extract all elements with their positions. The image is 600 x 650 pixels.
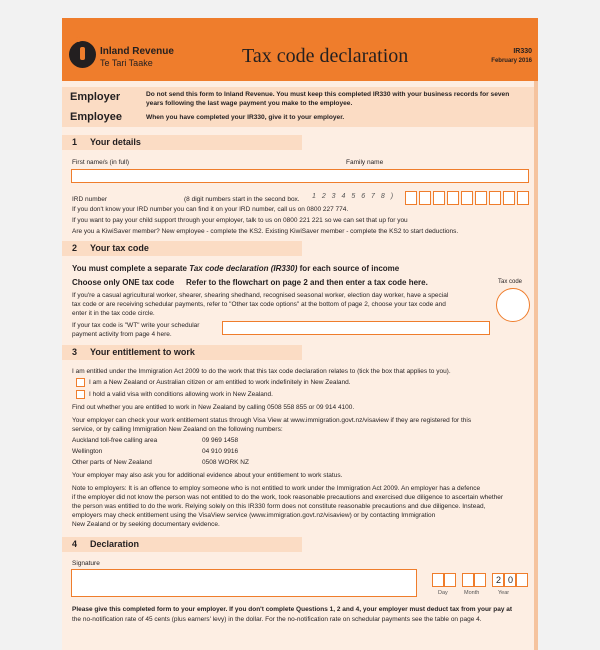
section-2-title: Your tax code: [90, 243, 149, 253]
month-label: Month: [464, 590, 480, 596]
special-code-line-2: tax code or are receiving schedular payments, refer to "Other tax code options" at the bottom of page 2, choose your tax code and: [72, 301, 446, 308]
section-3-number: 3: [72, 347, 78, 357]
visaview-text-2: service, or by calling Immigration New Zealand on the following numbers:: [72, 426, 283, 433]
phone-number-wellington: 04 910 9916: [202, 448, 239, 455]
flowchart-instruction: Refer to the flowchart on page 2 and then enter a tax code here.: [186, 278, 428, 287]
employer-note-4: employers may check entitlement using the VisaView service (www.immigration.govt.nz/visaview) or by contacting Immigration: [72, 512, 436, 519]
special-code-line-3: enter it in the tax code circle.: [72, 310, 155, 317]
footer-line-1: Please give this completed form to your employer. If you don't complete Questions 1, 2 and 4, your employer must deduct tax from your pay at: [72, 606, 513, 613]
ird-digit-box[interactable]: [405, 191, 417, 205]
year-digit-box: [492, 573, 504, 587]
signature-field[interactable]: [71, 569, 417, 597]
section-4-header: [62, 537, 302, 552]
phone-number-other: 0508 WORK NZ: [202, 459, 249, 466]
year-digit-box[interactable]: [516, 573, 528, 587]
employee-notice: [62, 109, 534, 127]
employer-text: Do not send this form to Inland Revenue. You must keep this completed IR330 with your business records for seven years following the last wage payment you make to the employee.: [146, 91, 510, 107]
year-char: 2: [496, 575, 502, 585]
entitlement-intro: I am entitled under the Immigration Act 2009 to do the work that this tax code declaration relates to (tick the box that applies to you).: [72, 368, 451, 375]
day-digit-box[interactable]: [444, 573, 456, 587]
ird-digit-box[interactable]: [517, 191, 529, 205]
employer-note-3: the person was entitled to do the work. Relying solely on this IR330 form does not constitute reasonable precautions and due diligence. Instead,: [72, 503, 486, 510]
logo-dot: [76, 37, 81, 42]
section-1-title: Your details: [90, 137, 141, 147]
signature-label: Signature: [72, 560, 100, 567]
form-title: Tax code declaration: [242, 45, 409, 67]
day-label: Day: [438, 590, 448, 596]
family-name-label: Family name: [346, 159, 384, 166]
ird-info-2: If you want to pay your child support through your employer, talk to us on 0800 221 221 so we can set that up for you: [72, 217, 408, 224]
month-digit-box[interactable]: [474, 573, 486, 587]
ird-digit-box[interactable]: [447, 191, 459, 205]
ird-number-field[interactable]: [405, 191, 530, 205]
phone-label-other: Other parts of New Zealand: [72, 459, 152, 466]
ird-digit-box[interactable]: [489, 191, 501, 205]
section-3-title: Your entitlement to work: [90, 347, 195, 357]
section-4-number: 4: [72, 539, 78, 549]
schedular-activity-field[interactable]: [222, 321, 490, 335]
separate-declaration-note: You must complete a separate Tax code declaration (IR330) for each source of income: [72, 264, 400, 273]
tax-code-field[interactable]: [496, 288, 530, 322]
year-char: 0: [508, 575, 514, 585]
tax-code-label: Tax code: [498, 279, 523, 285]
employer-label: Employer: [70, 91, 121, 103]
phone-number-auckland: 09 969 1458: [202, 437, 239, 444]
ird-info-3: Are you a KiwiSaver member? New employee - complete the KS2. Existing KiwiSaver member - complete the KS2 to start deductions.: [72, 228, 459, 235]
find-out-text: Find out whether you are entitled to work in New Zealand by calling 0508 558 855 or 09 914 4100.: [72, 404, 355, 411]
ird-digit-box[interactable]: [419, 191, 431, 205]
employer-notice: [62, 87, 534, 109]
date-field[interactable]: [432, 573, 532, 587]
ird-digit-box[interactable]: [503, 191, 515, 205]
visa-option-label: I hold a valid visa with conditions allowing work in New Zealand.: [89, 391, 273, 398]
phone-label-wellington: Wellington: [72, 448, 103, 455]
employer-note-5: New Zealand or by seeking documentary evidence.: [72, 521, 220, 528]
form-page: [62, 18, 538, 650]
section-1-number: 1: [72, 137, 78, 147]
citizen-option-label: I am a New Zealand or Australian citizen or am entitled to work indefinitely in New Zealand.: [89, 379, 351, 386]
evidence-text: Your employer may also ask you for additional evidence about your entitlement to work status.: [72, 472, 343, 479]
ird-sample: 1 2 3 4 5 6 7 8 ): [312, 193, 396, 200]
ird-digit-box[interactable]: [461, 191, 473, 205]
employer-note-1: Note to employers: It is an offence to employ someone who is not entitled to work under the Immigration Act 2009. An employer has a defence: [72, 485, 481, 492]
phone-label-auckland: Auckland toll-free calling area: [72, 437, 158, 444]
ird-label: IRD number: [72, 196, 108, 203]
org-name-maori: Te Tari Taake: [100, 58, 153, 68]
employer-note-2: if the employer did not know the person was not entitled to do the work, took reasonable precautions and exercised due diligence to ascertain whether: [72, 494, 504, 501]
wt-line-1: If your tax code is "WT" write your schedular: [72, 322, 200, 329]
day-digit-box[interactable]: [432, 573, 444, 587]
section-2-number: 2: [72, 243, 78, 253]
visa-checkbox[interactable]: [76, 390, 85, 399]
month-digit-box[interactable]: [462, 573, 474, 587]
form-body: [62, 81, 538, 650]
ird-digit-box[interactable]: [433, 191, 445, 205]
wt-line-2: payment activity from page 4 here.: [72, 331, 172, 338]
form-code: IR330: [513, 48, 532, 55]
section-1-header: [62, 135, 302, 150]
section-2-header: [62, 241, 302, 256]
section-4-title: Declaration: [90, 539, 140, 549]
ird-digit-box[interactable]: [475, 191, 487, 205]
inland-revenue-logo-icon: [69, 41, 96, 68]
year-digit-box: [504, 573, 516, 587]
employee-label: Employee: [70, 111, 122, 123]
citizen-checkbox[interactable]: [76, 378, 85, 387]
special-code-line-1: If you're a casual agricultural worker, shearer, shearing shedhand, recognised seasonal worker, election day worker, have a special: [72, 292, 449, 299]
section-3-header: [62, 345, 302, 360]
org-name: Inland Revenue: [100, 46, 174, 57]
year-label: Year: [498, 590, 510, 596]
ird-info-1: If you don't know your IRD number you can find it on your IRD number, call us on 0800 227 774.: [72, 206, 349, 213]
employee-text: When you have completed your IR330, give it to your employer.: [146, 114, 345, 121]
name-field[interactable]: [71, 169, 529, 183]
form-header: [62, 18, 538, 81]
choose-one-code: Choose only ONE tax code: [72, 278, 175, 287]
first-name-label: First name/s (in full): [72, 159, 130, 166]
footer-line-2: the no-notification rate of 45 cents (plus earners' levy) in the dollar. For the no-notification rate on schedular payments see the table on page 4.: [72, 616, 482, 623]
visaview-text-1: Your employer can check your work entitlement status through Visa View at www.immigration.govt.nz/visaview if they are registered for this: [72, 417, 472, 424]
form-date: February 2016: [491, 58, 532, 64]
ird-hint: (8 digit numbers start in the second box.: [184, 196, 300, 203]
